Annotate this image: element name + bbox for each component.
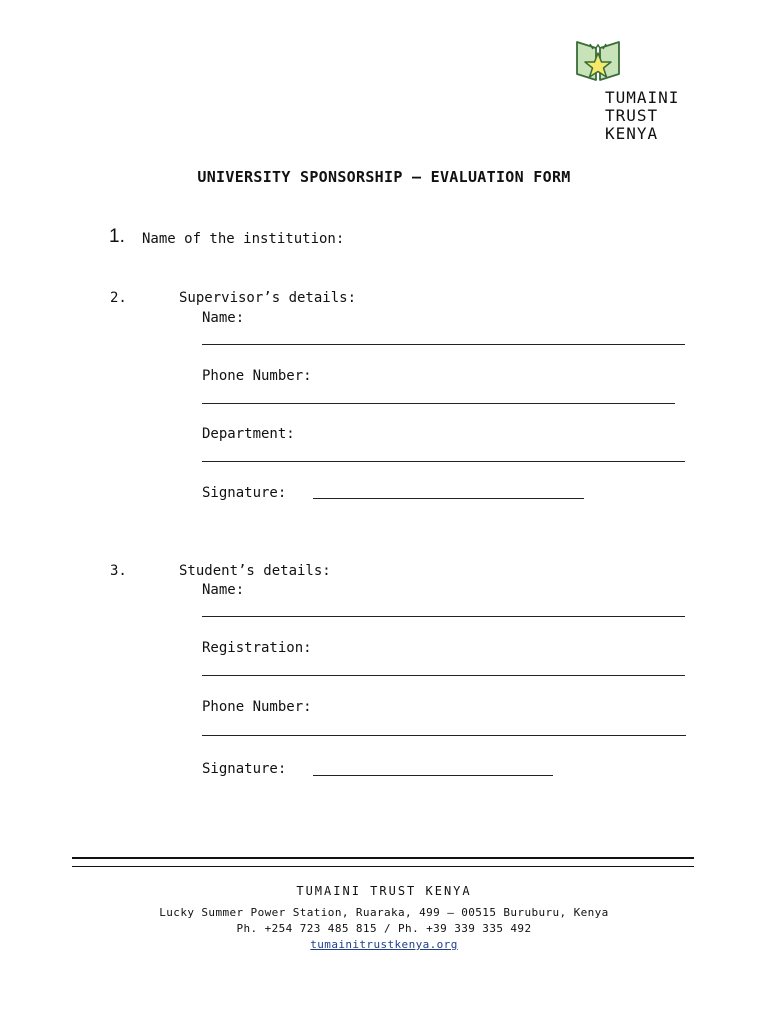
supervisor-phone-label: Phone Number:: [202, 368, 312, 384]
form-title: UNIVERSITY SPONSORSHIP — EVALUATION FORM: [197, 168, 571, 186]
student-phone-label: Phone Number:: [202, 699, 312, 715]
student-registration-label: Registration:: [202, 640, 312, 656]
supervisor-name-label: Name:: [202, 310, 245, 326]
supervisor-name-field[interactable]: [202, 344, 685, 345]
student-name-label: Name:: [202, 582, 245, 598]
footer-website-link[interactable]: tumainitrustkenya.org: [310, 938, 458, 951]
section-3-number: 3.: [110, 563, 127, 579]
header-org-line-2: TRUST: [605, 106, 659, 125]
student-signature-field[interactable]: [313, 775, 553, 776]
header-org-line-1: TUMAINI: [605, 88, 680, 107]
supervisor-department-label: Department:: [202, 426, 295, 442]
footer-org-name: TUMAINI TRUST KENYA: [296, 884, 472, 898]
supervisor-signature-label: Signature:: [202, 485, 287, 501]
student-registration-field[interactable]: [202, 675, 685, 676]
institution-label: Name of the institution:: [142, 231, 345, 247]
book-with-star-icon: [574, 36, 622, 84]
supervisor-heading: Supervisor’s details:: [179, 290, 357, 306]
supervisor-signature-field[interactable]: [313, 498, 584, 499]
section-1-number: 1.: [109, 226, 125, 247]
footer-divider-thin: [72, 866, 694, 867]
section-2-number: 2.: [110, 290, 127, 306]
supervisor-department-field[interactable]: [202, 461, 685, 462]
student-phone-field[interactable]: [202, 735, 686, 736]
student-heading: Student’s details:: [179, 563, 331, 579]
supervisor-phone-field[interactable]: [202, 403, 675, 404]
footer-phones: Ph. +254 723 485 815 / Ph. +39 339 335 492: [236, 922, 532, 935]
footer-address: Lucky Summer Power Station, Ruaraka, 499 — 00515 Buruburu, Kenya: [159, 906, 609, 919]
student-name-field[interactable]: [202, 616, 685, 617]
header-org-line-3: KENYA: [605, 124, 659, 143]
footer-divider-thick: [72, 857, 694, 859]
student-signature-label: Signature:: [202, 761, 287, 777]
